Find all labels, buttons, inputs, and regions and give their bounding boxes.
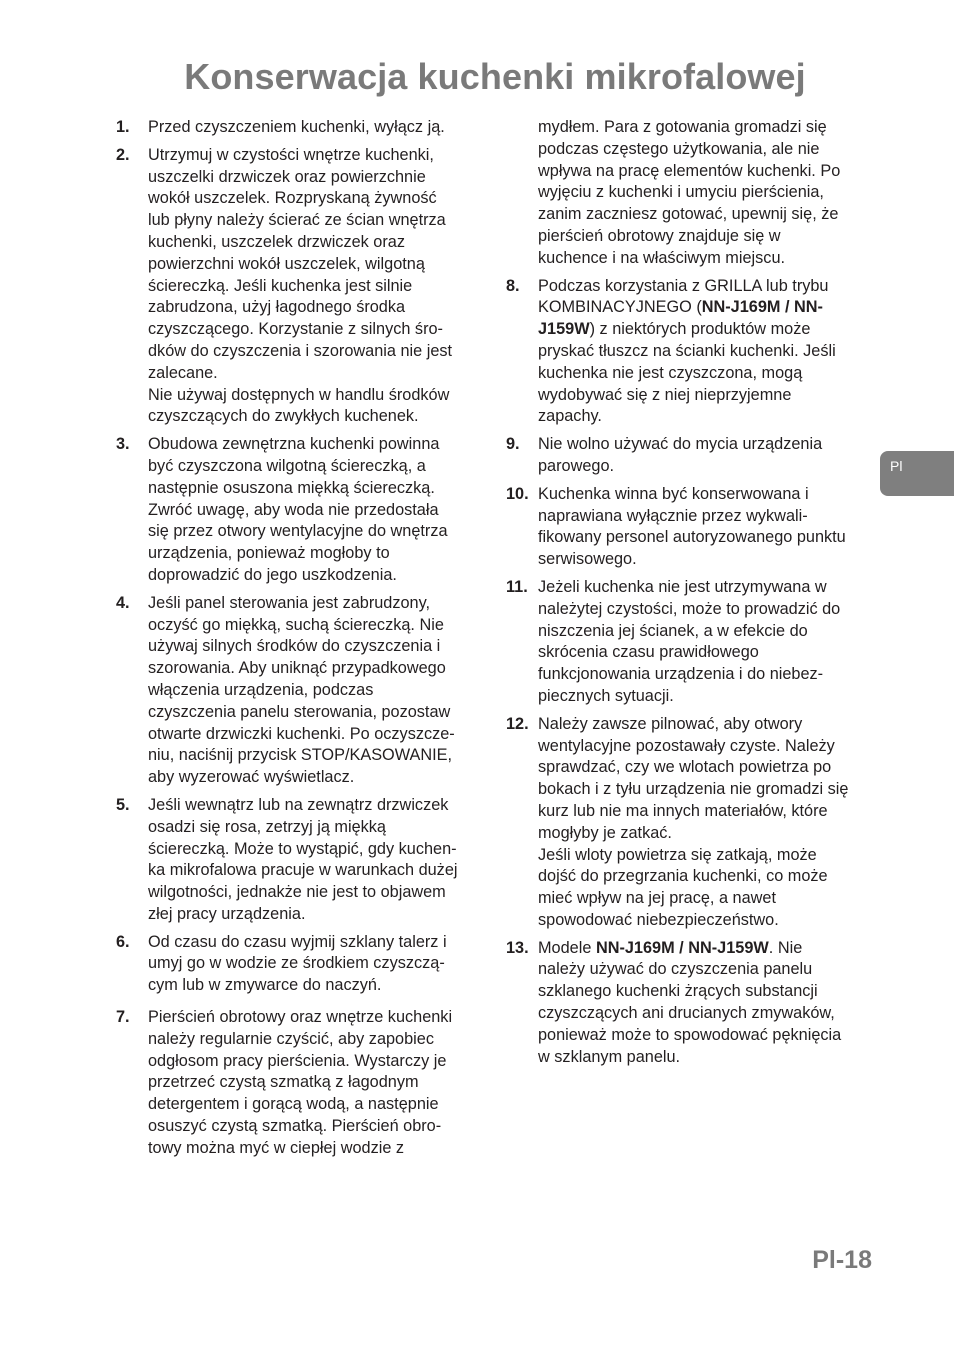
list-item-9 <box>506 434 878 478</box>
item-number: 7. <box>116 1008 130 1027</box>
list-item-7 <box>116 1007 488 1160</box>
model-name: J159W <box>538 320 590 339</box>
item-number: 3. <box>116 435 130 454</box>
left-column <box>116 117 488 1166</box>
list-item-1 <box>116 117 488 139</box>
item-text: Obudowa zewnętrzna kuchenki powinna być czyszczona wilgotną ściereczką, a następnie osuszona miękką ściereczką. Zwróć uwagę, aby woda nie przedostała się przez otwory wentylacyjne do wnętrza urządzenia, ponieważ mogłoby to doprowadzić do jego uszkodzenia. <box>148 435 448 584</box>
item-text: Jeśli panel sterowania jest zabrudzony, oczyść go miękką, suchą ściereczką. Nie używaj silnych środków do czyszczenia i szorowania. Aby uniknąć przypadkowego włączenia urządzenia, podczas czyszczenia panelu sterowania, pozostaw otwarte drzwiczki kuchenki. Po oczyszcze- niu, naciśnij przycisk STOP/KASOWANIE, aby wyzerować wyświetlacz. <box>148 593 455 787</box>
list-item-7-continued: mydłem. Para z gotowania gromadzi się podczas częstego użytkowania, ale nie wpływa na pracę elementów kuchenki. Po wyjęciu z kuchenki i umyciu pierścienia, zanim zaczniesz gotować, upewnij się, że pierścień obrotowy znajduje się w kuchence i na właściwym miejscu. <box>538 118 841 267</box>
item-number: 2. <box>116 145 130 164</box>
item-number: 4. <box>116 593 130 612</box>
list-item-3 <box>116 434 488 587</box>
item-number: 9. <box>506 435 520 454</box>
item-number: 6. <box>116 932 130 951</box>
item-text: Jeśli wewnątrz lub na zewnątrz drzwiczek osadzi się rosa, zetrzyj ją miękką ściereczką. Może to wystąpić, gdy kuchen- ka mikrofalowa pracuje w warunkach dużej wilgotności, jednakże nie jest to objawem złej pracy urządzenia. <box>148 795 458 923</box>
model-name: NN-J169M / NN-J159W <box>595 938 769 957</box>
model-name: NN-J169M / NN- <box>701 298 823 317</box>
item-number: 1. <box>116 118 130 136</box>
list-item-6 <box>116 932 488 997</box>
item-number: 12. <box>506 714 529 733</box>
item-text: Pierścień obrotowy oraz wnętrze kuchenki należy regularnie czyścić, aby zapobiec odgłosom pracy pierścienia. Wystarczy je przetrzeć czystą szmatką z łagodnym detergentem i gorącą wodą, a następnie osuszyć czystą szmatką. Pierścień obro- towy można myć w ciepłej wodzie z <box>148 1008 453 1157</box>
language-tab: Pl <box>880 451 954 496</box>
item-text: Modele NN-J169M / NN-J159W. Nie należy używać do czyszczenia panelu szklanego kuchenki żrących substancji czyszczących ani drucianych zmywaków, ponieważ może to spowodować pęknięcia w szklanym panelu. <box>538 938 842 1066</box>
page-number: Pl-18 <box>812 1246 872 1274</box>
list-item-4 <box>116 593 488 789</box>
right-column <box>506 117 878 1074</box>
list-item-12 <box>506 714 878 932</box>
item-text: Przed czyszczeniem kuchenki, wyłącz ją. <box>148 118 445 136</box>
item-text: Należy zawsze pilnować, aby otwory wentylacyjne pozostawały czyste. Należy sprawdzać, czy we wlotach powietrza po bokach i z tyłu urządzenia nie gromadzi się kurz lub nie ma innych materiałów, które mogłyby je zatkać. Jeśli wloty powietrza się zatkają, może dojść do przegrzania kuchenki, co może mieć wpływ na jej pracę, a nawet spowodować niebezpieczeństwo. <box>538 714 849 929</box>
item-text: Podczas korzystania z GRILLA lub trybu KOMBINACYJNEGO (NN-J169M / NN- J159W) z niektórych produktów może pryskać tłuszcz na ścianki kuchenki. Jeśli kuchenka nie jest czyszczona, mogą wydobywać się z niej nieprzyjemne zapachy. <box>538 276 836 426</box>
list-item-5 <box>116 795 488 926</box>
page-title: Konserwacja kuchenki mikrofalowej <box>184 56 806 97</box>
list-item-2 <box>116 145 488 428</box>
list-item-13 <box>506 938 878 1069</box>
item-text: Kuchenka winna być konserwowana i naprawiana wyłącznie przez wykwali- fikowany personel autoryzowanego punktu serwisowego. <box>538 484 846 569</box>
item-number: 13. <box>506 938 529 957</box>
list-item-11 <box>506 577 878 708</box>
item-text: Jeżeli kuchenka nie jest utrzymywana w należytej czystości, może to prowadzić do niszczenia jej ścianek, a w efekcie do skrócenia czasu prawidłowego funkcjonowania urządzenia i do niebez- piecznych sytuacji. <box>538 577 841 705</box>
item-text: Od czasu do czasu wyjmij szklany talerz i umyj go w wodzie ze środkiem czyszczą- cym lub w zmywarce do naczyń. <box>148 932 447 995</box>
item-number: 11. <box>506 577 528 596</box>
item-number: 5. <box>116 795 130 814</box>
item-text: Nie wolno używać do mycia urządzenia parowego. <box>538 435 823 475</box>
item-text: Utrzymuj w czystości wnętrze kuchenki, uszczelki drzwiczek oraz powierzchnie wokół uszczelek. Rozpryskaną żywność lub płyny należy ścierać ze ścian wnętrza kuchenki, uszczelek drzwiczek oraz powierzchni wokół uszczelek, wilgotną ściereczką. Jeśli kuchenka jest silnie zabrudzona, użyj łagodnego środka czyszczącego. Korzystanie z silnych śro- dków do czyszczenia i szorowania nie jest zalecane. Nie używaj dostępnych w handlu środków czyszczących do zwykłych kuchenek. <box>148 145 453 426</box>
list-item-8 <box>506 276 878 429</box>
item-number: 8. <box>506 276 520 295</box>
item-number: 10. <box>506 484 529 503</box>
list-item-10 <box>506 484 878 571</box>
